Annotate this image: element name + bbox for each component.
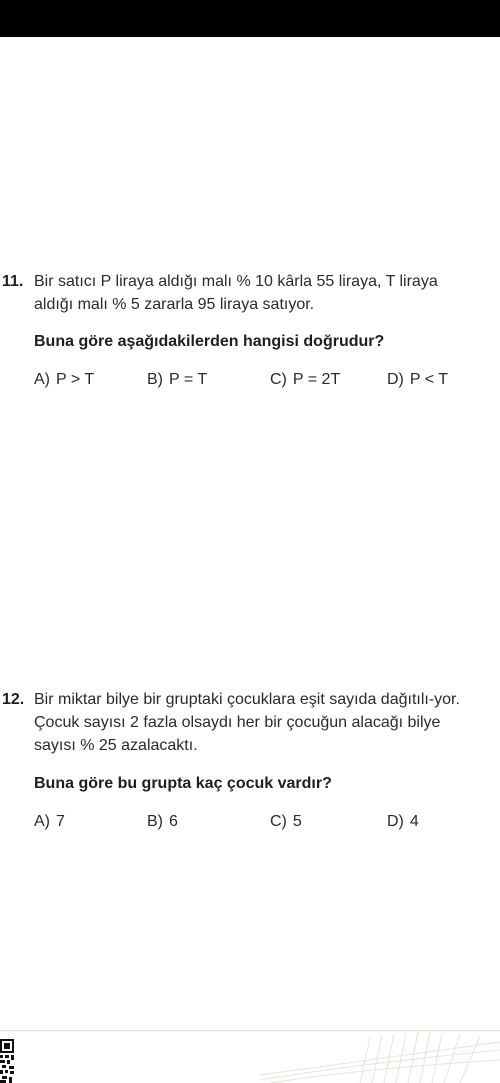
choice-value: P > T (56, 371, 95, 388)
choice-value: 5 (292, 813, 302, 830)
choice-b[interactable] (147, 370, 207, 390)
choice-letter: A) (34, 813, 50, 830)
choice-value: 6 (169, 813, 178, 830)
choice-value: 7 (56, 813, 65, 830)
decorative-lines-icon (260, 1030, 500, 1083)
choice-letter: C) (270, 813, 287, 830)
choice-value: P < T (409, 371, 448, 388)
question-prompt: Buna göre bu grupta kaç çocuk vardır? (34, 775, 332, 792)
choice-a[interactable] (34, 812, 65, 832)
choice-letter: D) (387, 813, 404, 830)
choice-d[interactable] (387, 370, 448, 390)
choice-value: 4 (409, 813, 419, 830)
choice-letter: B) (147, 371, 163, 388)
top-bar (0, 0, 500, 37)
choice-a[interactable] (34, 370, 94, 390)
question-number: 12. (2, 691, 25, 708)
choice-c[interactable] (270, 812, 302, 832)
choice-letter: B) (147, 813, 163, 830)
choice-value: P = 2T (292, 371, 341, 388)
question-number: 11. (2, 273, 24, 290)
choice-letter: A) (34, 371, 50, 388)
choice-d[interactable] (387, 812, 419, 832)
choice-letter: D) (387, 371, 404, 388)
question-text: Bir satıcı P liraya aldığı malı % 10 kârla 55 liraya, T liraya aldığı malı % 5 zararla 95 liraya satıyor. (34, 273, 438, 313)
choice-c[interactable] (270, 370, 340, 390)
choice-value: P = T (169, 371, 208, 388)
choice-letter: C) (270, 371, 287, 388)
question-prompt: Buna göre aşağıdakilerden hangisi doğrudur? (34, 333, 385, 350)
choice-b[interactable] (147, 812, 178, 832)
question-text: Bir miktar bilye bir gruptaki çocuklara eşit sayıda dağıtılı-yor. Çocuk sayısı 2 fazla olsaydı her bir çocuğun alacağı bilye sayısı % 25 azalacaktı. (34, 691, 460, 754)
qr-code-icon[interactable] (0, 1039, 14, 1083)
